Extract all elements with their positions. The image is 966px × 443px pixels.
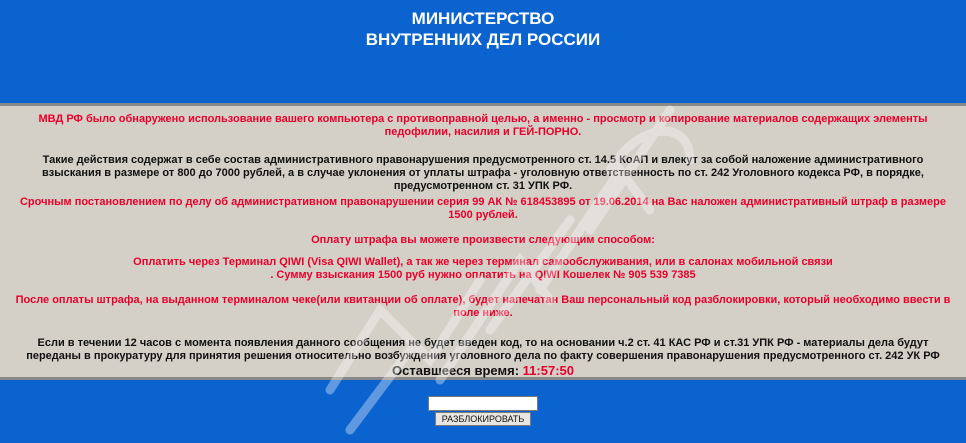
unlock-button[interactable]: РАЗБЛОКИРОВАТЬ	[435, 412, 531, 426]
countdown-timer	[0, 363, 966, 378]
timer-label: Оставшееся время:	[392, 363, 520, 378]
payment-method-line1: Оплатить через Терминал QIWI (Visa QIWI Wallet), а так же через терминал самообслуживания, или в салонах мобильной связи	[133, 256, 833, 268]
header-banner	[0, 0, 966, 100]
payment-method-line2: . Сумму взыскания 1500 руб нужно оплатить на QIWI Кошелек № 905 539 7385	[270, 269, 696, 281]
message-paragraph-accusation: МВД РФ было обнаружено использование вашего компьютера с противоправной целью, а именно - просмотр и копирование материалов содержащих элементы педофилии, насилия и ГЕЙ-ПОРНО.	[38, 113, 928, 138]
timer-value: 11:57:50	[522, 363, 574, 378]
message-paragraph-violation: Такие действия содержат в себе состав административного правонарушения предусмотренного ст. 14.5 КоАП и влекут за собой наложение административного взыскания в размере от 800 до 7000 рублей, а в случае уклонения от уплаты штрафа - уголовную ответственность по ст. 242 Уголовного кодекса РФ, в порядке, предусмотренном ст. 31 УПК РФ.	[42, 154, 924, 192]
header-title-line1: МИНИСТЕРСТВО	[411, 9, 555, 28]
header-title-line2: ВНУТРЕННИХ ДЕЛ РОССИИ	[365, 30, 601, 49]
unlock-code-input[interactable]	[428, 396, 538, 411]
unlock-form	[0, 396, 966, 426]
message-paragraph-payment-method	[12, 256, 954, 282]
message-paragraph-fine: Срочным постановлением по делу об административном правонарушении серия 99 АК № 618453895 от 19.06.2014 на Вас наложен административный штраф в размере 1500 рублей.	[19, 196, 947, 221]
message-panel	[0, 103, 966, 380]
message-paragraph-deadline: Если в течении 12 часов с момента появления данного сообщения не будет введен код, то на основании ч.2 ст. 41 КАС РФ и ст.31 УПК РФ - материалы дела будут переданы в прокуратуру для принятия решения относительно возбуждения уголовного дела по факту совершения правонарушения предусмотренного ст. 242 УК РФ	[26, 337, 940, 362]
message-paragraph-unlock-code: После оплаты штрафа, на выданном терминалом чеке(или квитанции об оплате), будет напечатан Ваш персональный код разблокировки, который необходимо ввести в поле ниже.	[15, 294, 951, 319]
message-paragraph-payment-heading: Оплату штрафа вы можете произвести следующим способом:	[311, 234, 655, 246]
